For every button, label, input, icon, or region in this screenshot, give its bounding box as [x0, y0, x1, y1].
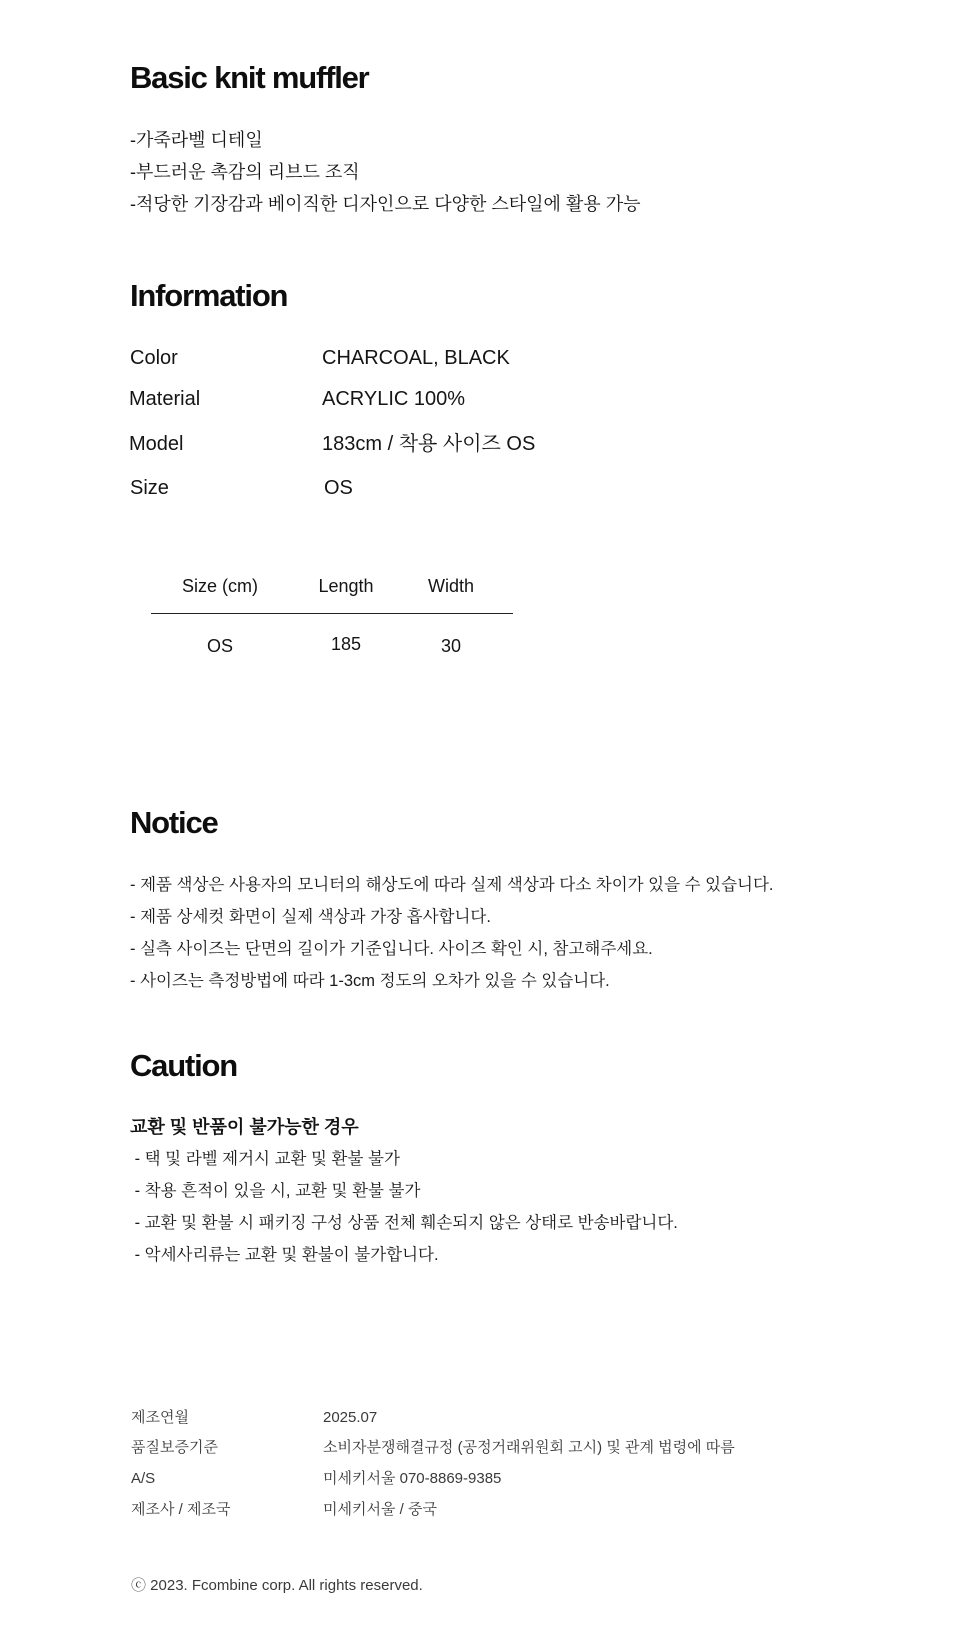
caution-line: - 착용 흔적이 있을 시, 교환 및 환불 불가 [130, 1182, 421, 1200]
information-heading: Information [130, 278, 288, 313]
meta-label-as: A/S [131, 1470, 156, 1487]
description-line: -부드러운 촉감의 리브드 조직 [130, 162, 360, 182]
caution-line: - 택 및 라벨 제거시 교환 및 환불 불가 [130, 1150, 400, 1168]
description-line: -적당한 기장감과 베이직한 디자인으로 다양한 스타일에 활용 가능 [130, 194, 641, 214]
size-cell-width: 30 [440, 636, 462, 656]
copyright-text: ⓒ 2023. Fcombine corp. All rights reserved. [131, 1577, 423, 1594]
table-row [151, 632, 513, 660]
size-table-divider [151, 613, 513, 614]
meta-label-manufacture-date: 제조연월 [131, 1409, 189, 1426]
info-label-material: Material [129, 388, 201, 410]
size-cell-length: 185 [330, 634, 362, 654]
description-line: -가죽라벨 디테일 [130, 130, 263, 150]
size-header-length: Length [318, 576, 374, 596]
meta-value-manufacture-date: 2025.07 [323, 1409, 378, 1426]
size-header-size: Size (cm) [182, 576, 258, 596]
meta-label-quality-standard: 품질보증기준 [131, 1439, 218, 1456]
meta-label-manufacturer: 제조사 / 제조국 [131, 1501, 231, 1518]
product-description [130, 124, 640, 220]
caution-heading: Caution [130, 1048, 237, 1083]
notice-heading: Notice [130, 805, 218, 840]
info-label-size: Size [130, 477, 169, 499]
info-value-size: OS [324, 477, 353, 499]
notice-line: - 제품 상세컷 화면이 실제 색상과 가장 흡사합니다. [130, 908, 491, 926]
meta-value-manufacturer: 미세키서울 / 중국 [323, 1501, 437, 1518]
caution-subheading: 교환 및 반품이 불가능한 경우 [130, 1117, 359, 1137]
caution-list [130, 1143, 678, 1271]
info-value-color: CHARCOAL, BLACK [322, 347, 510, 369]
meta-value-as: 미세키서울 070-8869-9385 [323, 1470, 502, 1487]
size-header-width: Width [427, 576, 474, 596]
notice-line: - 실측 사이즈는 단면의 길이가 기준입니다. 사이즈 확인 시, 참고해주세요. [130, 940, 653, 958]
notice-line: - 사이즈는 측정방법에 따라 1-3cm 정도의 오차가 있을 수 있습니다. [130, 972, 610, 990]
info-label-model: Model [129, 433, 184, 455]
caution-line: - 악세사리류는 교환 및 환불이 불가합니다. [130, 1246, 439, 1264]
info-label-color: Color [130, 347, 178, 369]
meta-value-quality-standard: 소비자분쟁해결규정 (공정거래위원회 고시) 및 관계 법령에 따름 [323, 1439, 735, 1456]
notice-line: - 제품 색상은 사용자의 모니터의 해상도에 따라 실제 색상과 다소 차이가 있을 수 있습니다. [130, 876, 774, 894]
caution-line: - 교환 및 환불 시 패키징 구성 상품 전체 훼손되지 않은 상태로 반송바랍니다. [130, 1214, 678, 1232]
product-title: Basic knit muffler [130, 60, 369, 95]
size-cell-size: OS [206, 636, 233, 656]
size-table [151, 574, 513, 674]
info-value-model: 183cm / 착용 사이즈 OS [322, 433, 536, 455]
info-value-material: ACRYLIC 100% [322, 388, 466, 410]
notice-list [130, 869, 773, 997]
